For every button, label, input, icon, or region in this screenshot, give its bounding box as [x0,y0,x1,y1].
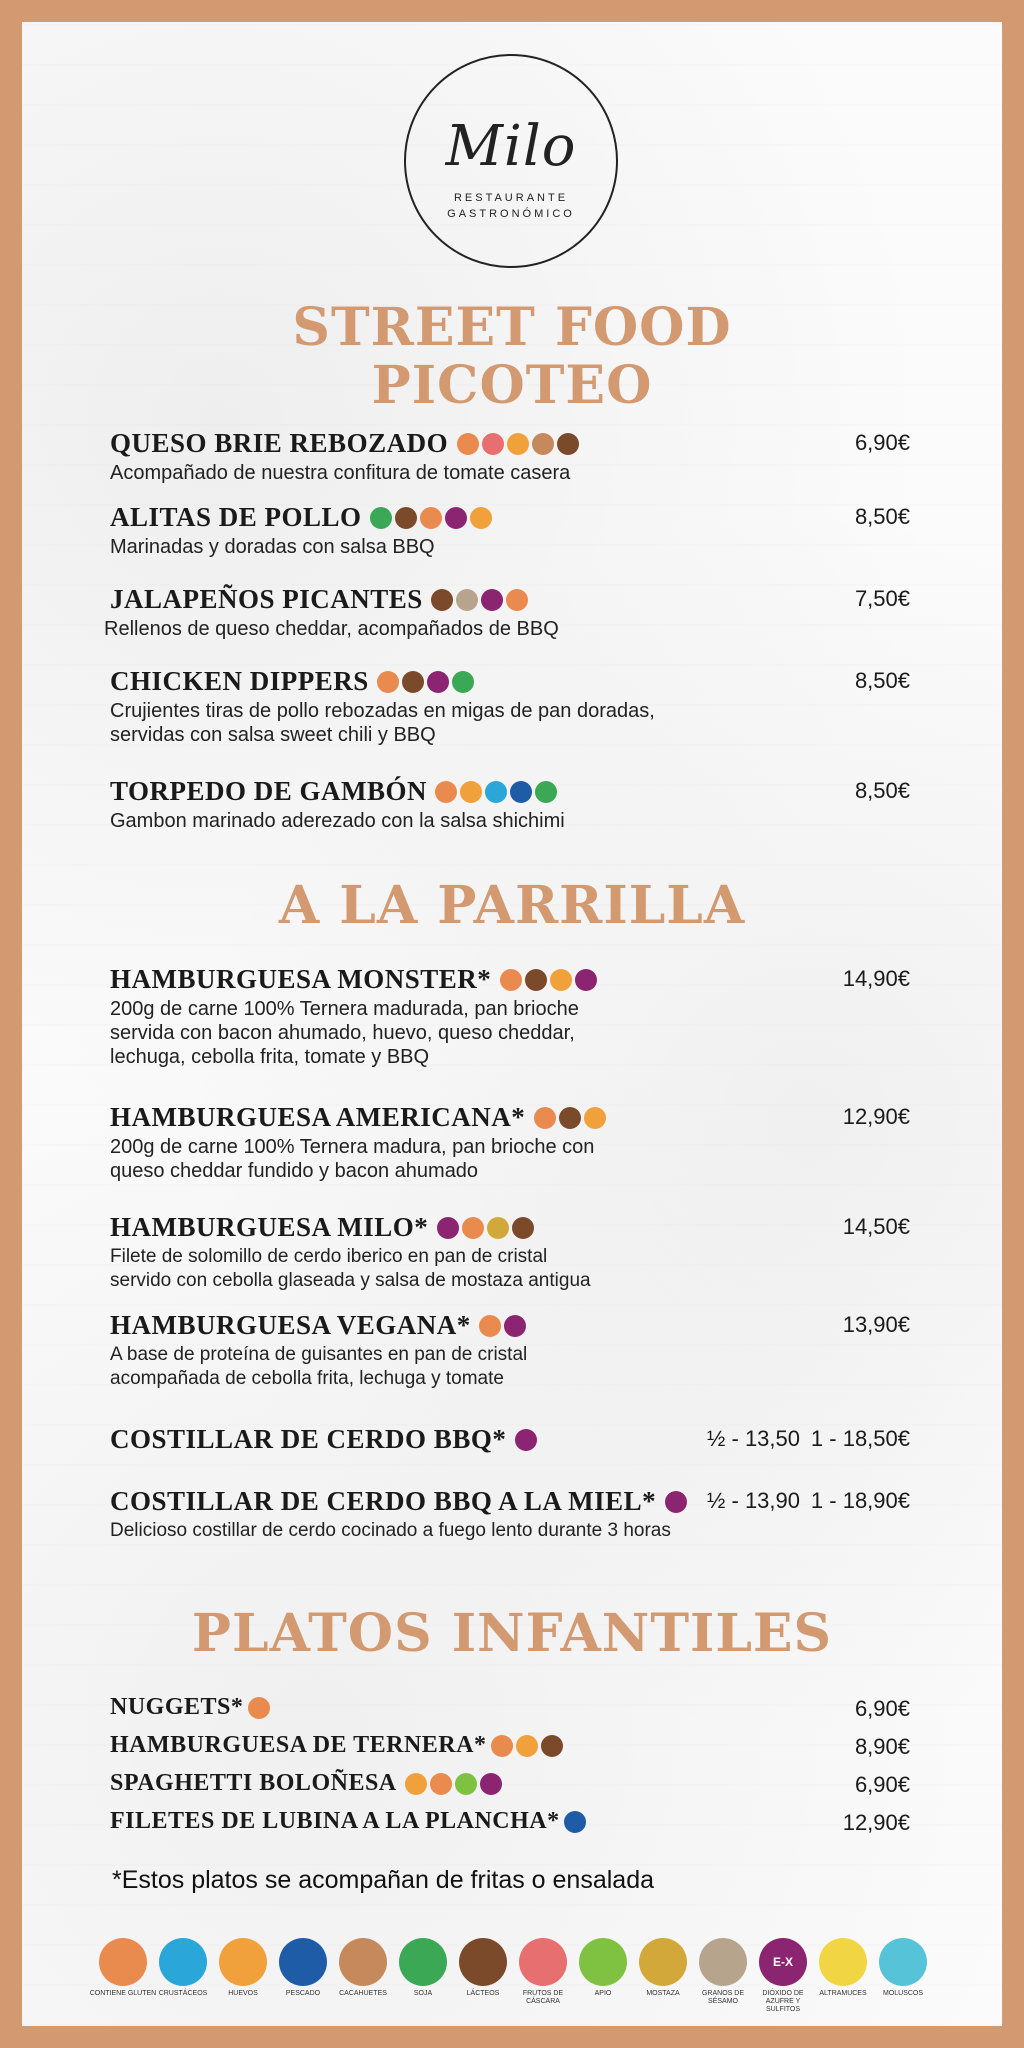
nut-icon [482,433,504,455]
menu-item-chicken-dippers [110,666,910,747]
legend-label: PESCADO [285,1990,321,1997]
legend-label: HUEVOS [228,1990,258,1997]
menu-item-nuggets [110,1694,910,1721]
item-name: HAMBURGUESA VEGANA* [110,1310,471,1340]
item-name: QUESO BRIE REBOZADO [110,428,449,458]
milk-icon [557,433,579,455]
item-price-full: 1 - 18,50€ [810,1426,910,1451]
allergen-icons [435,781,560,803]
item-description: Marinadas y doradas con salsa BBQ [110,536,435,558]
eggs-icon [584,1107,606,1129]
sesame-icon [699,1938,747,1986]
section-title-street-food: STREET FOOD [292,297,732,358]
item-price: 12,90€ [842,1104,910,1129]
item-price: 7,50€ [854,586,910,611]
wheat-icon [534,1107,556,1129]
crab-icon [485,781,507,803]
item-description-line-1: A base de proteína de guisantes en pan de cristal [110,1344,528,1365]
milk-icon [402,671,424,693]
sulphite-icon [427,671,449,693]
item-name: ALITAS DE POLLO [110,502,362,532]
item-name: NUGGETS* [110,1694,244,1720]
side-dish-note: *Estos platos se acompañan de fritas o ensalada [112,1866,655,1894]
logo-line-1: RESTAURANTE [453,192,569,204]
fish-icon [510,781,532,803]
item-description-line-2: servida con bacon ahumado, huevo, queso cheddar, [110,1022,575,1044]
legend-label: CACAHUETES [339,1990,387,1997]
menu-item-spaghetti [110,1770,910,1797]
item-description-line-1: 200g de carne 100% Ternera madura, pan brioche con [110,1136,595,1158]
wheat-icon [462,1217,484,1239]
legend-label: FRUTOS DE CÁSCARA [522,1990,564,2005]
allergen-icons [491,1735,566,1757]
item-price: 14,90€ [842,966,910,991]
legend-item-moluscos [868,1938,938,1998]
item-name: CHICKEN DIPPERS [110,666,369,696]
item-price: 8,50€ [854,504,910,529]
menu-item-milo [110,1212,910,1293]
wheat-icon [420,507,442,529]
sulphite-icon [480,1773,502,1795]
menu-item-alitas [110,502,910,559]
item-name: SPAGHETTI BOLOÑESA [110,1770,397,1796]
milk-icon [431,589,453,611]
section-title-picoteo: PICOTEO [371,355,653,416]
item-description-line-2: servido con cebolla glaseada y salsa de mostaza antigua [110,1270,591,1291]
legend-label: DIÓXIDO DE AZUFRE Y SULFITOS [762,1990,804,2013]
eggs-icon [219,1938,267,1986]
allergen-icons [500,969,600,991]
wheat-icon [435,781,457,803]
menu-item-americana [110,1102,910,1183]
logo-line-2: GASTRONÓMICO [447,208,575,220]
menu-item-costillar-miel [110,1486,910,1543]
sulphite-icon [437,1217,459,1239]
legend-label: CRUSTÁCEOS [158,1990,208,1997]
sulphite-icon [504,1315,526,1337]
allergen-icons [377,671,477,693]
peanut-icon [532,433,554,455]
menu-item-jalapenos [104,584,910,641]
item-price: 12,90€ [842,1810,910,1835]
sulphite-icon [481,589,503,611]
item-name: JALAPEÑOS PICANTES [110,584,423,614]
allergen-icons [370,507,495,529]
item-price-half: ½ - 13,90 [707,1488,800,1513]
item-price: 8,50€ [854,668,910,693]
wheat-icon [457,433,479,455]
section-title-infantiles: PLATOS INFANTILES [191,1603,833,1664]
menu-item-monster [110,964,910,1069]
soy-icon [452,671,474,693]
item-price: 6,90€ [854,430,910,455]
legend-label: GRANOS DE SÉSAMO [701,1990,744,2005]
milk-icon [541,1735,563,1757]
legend-label: MOLUSCOS [882,1990,924,1997]
item-description: Rellenos de queso cheddar, acompañados de BBQ [104,618,559,640]
item-name: HAMBURGUESA DE TERNERA* [110,1732,487,1758]
item-name: COSTILLAR DE CERDO BBQ A LA MIEL* [110,1486,657,1516]
wheat-icon [479,1315,501,1337]
fish-icon [564,1811,586,1833]
item-price: 8,50€ [854,778,910,803]
item-price: 8,90€ [854,1734,910,1759]
allergen-icons [665,1491,690,1513]
item-price: 13,90€ [842,1312,910,1337]
sulphite-icon [515,1429,537,1451]
eggs-icon [507,433,529,455]
allergen-icons [248,1697,273,1719]
legend-label: CONTIENE GLUTEN [89,1990,157,1997]
legend-label: MOSTAZA [646,1990,680,1997]
item-description-line-2: queso cheddar fundido y bacon ahumado [110,1160,479,1182]
item-price: 14,50€ [842,1214,910,1239]
legend-label: LÁCTEOS [466,1990,500,1997]
item-description: Acompañado de nuestra confitura de tomate casera [110,462,571,484]
menu-item-lubina [110,1808,910,1835]
milk-icon [512,1217,534,1239]
wheat-icon [500,969,522,991]
sulphite-icon [665,1491,687,1513]
section-title-parrilla: A LA PARRILLA [278,875,746,936]
soy-icon [535,781,557,803]
eggs-icon [405,1773,427,1795]
item-price-full: 1 - 18,90€ [810,1488,910,1513]
item-description-line-1: 200g de carne 100% Ternera madurada, pan brioche [110,998,579,1020]
logo-script: Milo [445,114,577,179]
item-name: TORPEDO DE GAMBÓN [110,776,428,806]
eggs-icon [460,781,482,803]
restaurant-logo [404,54,618,268]
item-price-half: ½ - 13,50 [707,1426,800,1451]
item-price: 6,90€ [854,1696,910,1721]
menu-item-ternera [110,1732,910,1759]
eggs-icon [550,969,572,991]
allergen-icons [437,1217,537,1239]
menu-item-costillar [110,1424,910,1455]
item-name: FILETES DE LUBINA A LA PLANCHA* [110,1808,560,1834]
item-name: HAMBURGUESA MILO* [110,1212,429,1242]
wheat-icon [377,671,399,693]
celery-icon [455,1773,477,1795]
eggs-icon [470,507,492,529]
mustard-icon [487,1217,509,1239]
peanut-icon [339,1938,387,1986]
milk-icon [459,1938,507,1986]
soy-icon [370,507,392,529]
milk-icon [525,969,547,991]
mustard-icon [639,1938,687,1986]
legend-label: ALTRAMUCES [819,1990,867,1997]
item-name: COSTILLAR DE CERDO BBQ* [110,1424,507,1454]
soy-icon [399,1938,447,1986]
allergen-icons [564,1811,589,1833]
allergen-icons [431,589,531,611]
item-description: Delicioso costillar de cerdo cocinado a fuego lento durante 3 horas [110,1520,671,1541]
wheat-icon [430,1773,452,1795]
item-name: HAMBURGUESA MONSTER* [110,964,492,994]
sulphite-icon [445,507,467,529]
crab-icon [159,1938,207,1986]
milk-icon [395,507,417,529]
wheat-icon [506,589,528,611]
allergen-icons [534,1107,609,1129]
eggs-icon [516,1735,538,1757]
lupin-icon [819,1938,867,1986]
menu-item-queso-brie [110,428,910,485]
item-price: 6,90€ [854,1772,910,1797]
allergen-icons [457,433,582,455]
item-description-line-1: Crujientes tiras de pollo rebozadas en migas de pan doradas, [110,700,655,722]
nut-icon [519,1938,567,1986]
item-description-line-1: Filete de solomillo de cerdo iberico en pan de cristal [110,1246,548,1267]
allergen-icons [515,1429,540,1451]
fish-icon [279,1938,327,1986]
item-description-line-2: acompañada de cebolla frita, lechuga y tomate [110,1368,504,1389]
allergen-icons [479,1315,529,1337]
item-name: HAMBURGUESA AMERICANA* [110,1102,526,1132]
menu-item-vegana [110,1310,910,1391]
celery-icon [579,1938,627,1986]
allergen-icons [405,1773,505,1795]
milk-icon [559,1107,581,1129]
wheat-icon [491,1735,513,1757]
item-description-line-2: servidas con salsa sweet chili y BBQ [110,724,436,746]
sulphite-icon [575,969,597,991]
wheat-icon [248,1697,270,1719]
item-description-line-3: lechuga, cebolla frita, tomate y BBQ [110,1046,430,1068]
wheat-icon [99,1938,147,1986]
sesame-icon [456,589,478,611]
menu-item-torpedo [110,776,910,833]
item-description: Gambon marinado aderezado con la salsa shichimi [110,810,565,832]
legend-label: APIO [594,1990,612,1997]
sulphite-icon: E-X [759,1938,807,1986]
shell-icon [879,1938,927,1986]
legend-label: SOJA [413,1990,433,1997]
